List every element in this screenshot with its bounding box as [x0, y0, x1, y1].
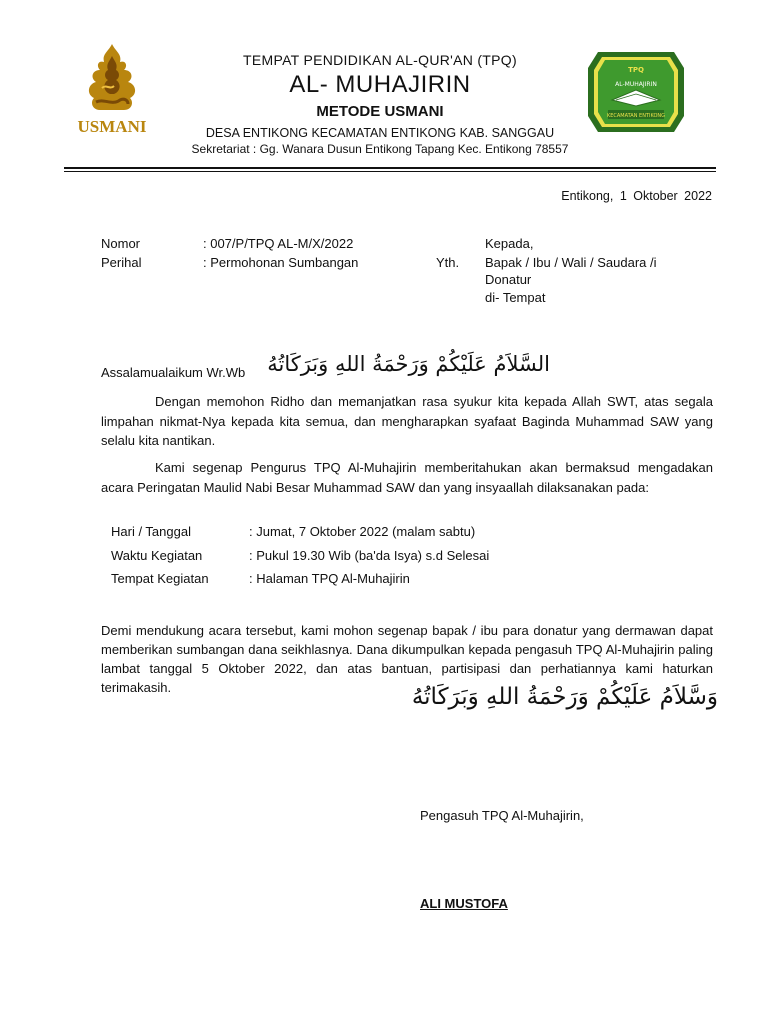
greeting-latin: Assalamualaikum Wr.Wb	[101, 365, 246, 380]
recipient-line-1: Bapak / Ibu / Wali / Saudara /i	[485, 255, 657, 270]
closing-arabic: وَسَّلاَمُ عَلَيْكُمْ وَرَحْمَةُ اللهِ وَبَرَكَاتُهُ	[411, 684, 718, 710]
event-time-label: Waktu Kegiatan	[111, 548, 203, 563]
event-place-value: : Halaman TPQ Al-Muhajirin	[249, 571, 410, 586]
tpq-al-muhajirin-logo	[586, 50, 686, 134]
recipient-line-2: Donatur	[485, 272, 532, 287]
recipient-line-3: di- Tempat	[485, 290, 546, 305]
perihal-label: Perihal	[101, 255, 142, 270]
nomor-value: : 007/P/TPQ AL-M/X/2022	[203, 236, 354, 251]
logo-bottom-text: KECAMATAN ENTIKONG	[606, 113, 666, 119]
logo-name-text: AL-MUHAJIRIN	[615, 81, 657, 88]
usmani-logo	[62, 40, 162, 140]
institution-name: AL- MUHAJIRIN	[289, 71, 471, 98]
address-line: DESA ENTIKONG KECAMATAN ENTIKONG KAB. SANGGAU	[205, 126, 555, 140]
signatory-name: ALI MUSTOFA	[420, 896, 508, 911]
header-divider-thick	[64, 167, 716, 169]
event-day-label: Hari / Tanggal	[111, 524, 191, 539]
paragraph-opening-text: Dengan memohon Ridho dan memanjatkan rasa syukur kita kepada Allah SWT, atas segala limpahan nikmat-Nya kepada kita semua, dan mengharapkan syafaat Baginda Muhammad SAW yang selalu kita nantikan.	[101, 394, 713, 448]
signature-title: Pengasuh TPQ Al-Muhajirin,	[420, 808, 584, 823]
event-day-value: : Jumat, 7 Oktober 2022 (malam sabtu)	[249, 524, 476, 539]
event-place-label: Tempat Kegiatan	[111, 571, 209, 586]
header-divider-thin	[64, 171, 716, 172]
paragraph-closing: Demi mendukung acara tersebut, kami mohon segenap bapak / ibu para donatur yang dermawan dapat memberikan sumbangan dana seikhlasnya. Dana dikumpulkan kepada pengasuh TPQ Al-Muhajirin paling lambat tanggal 5 Oktober 2022, dan atas bantuan, partisipasi dan perhatiannya kami haturkan terimakasih.	[101, 623, 713, 695]
yth-label: Yth.	[436, 255, 460, 270]
institution-type: TEMPAT PENDIDIKAN AL-QUR'AN (TPQ)	[243, 52, 517, 68]
logo-tpq-text: TPQ	[628, 66, 644, 74]
usmani-logo-text: USMANI	[77, 117, 147, 136]
paragraph-announcement	[101, 458, 713, 497]
paragraph-opening	[101, 392, 713, 451]
greeting-arabic: السَّلاَمُ عَلَيْكُمْ وَرَحْمَةُ اللهِ وَبَرَكَاتُهُ	[267, 352, 550, 376]
nomor-label: Nomor	[101, 236, 141, 251]
event-time-value: : Pukul 19.30 Wib (ba'da Isya) s.d Selesai	[249, 548, 490, 563]
perihal-value: : Permohonan Sumbangan	[203, 255, 359, 270]
method-name: METODE USMANI	[316, 103, 444, 120]
secretariat-line: Sekretariat : Gg. Wanara Dusun Entikong Tapang Kec. Entikong 78557	[191, 142, 569, 156]
kepada-label: Kepada,	[485, 236, 534, 251]
letter-date: Entikong, 1 Oktober 2022	[561, 189, 712, 203]
paragraph-announcement-text: Kami segenap Pengurus TPQ Al-Muhajirin memberitahukan akan bermaksud mengadakan acara Peringatan Maulid Nabi Besar Muhammad SAW dan yang insyaallah dilaksanakan pada:	[101, 460, 713, 495]
